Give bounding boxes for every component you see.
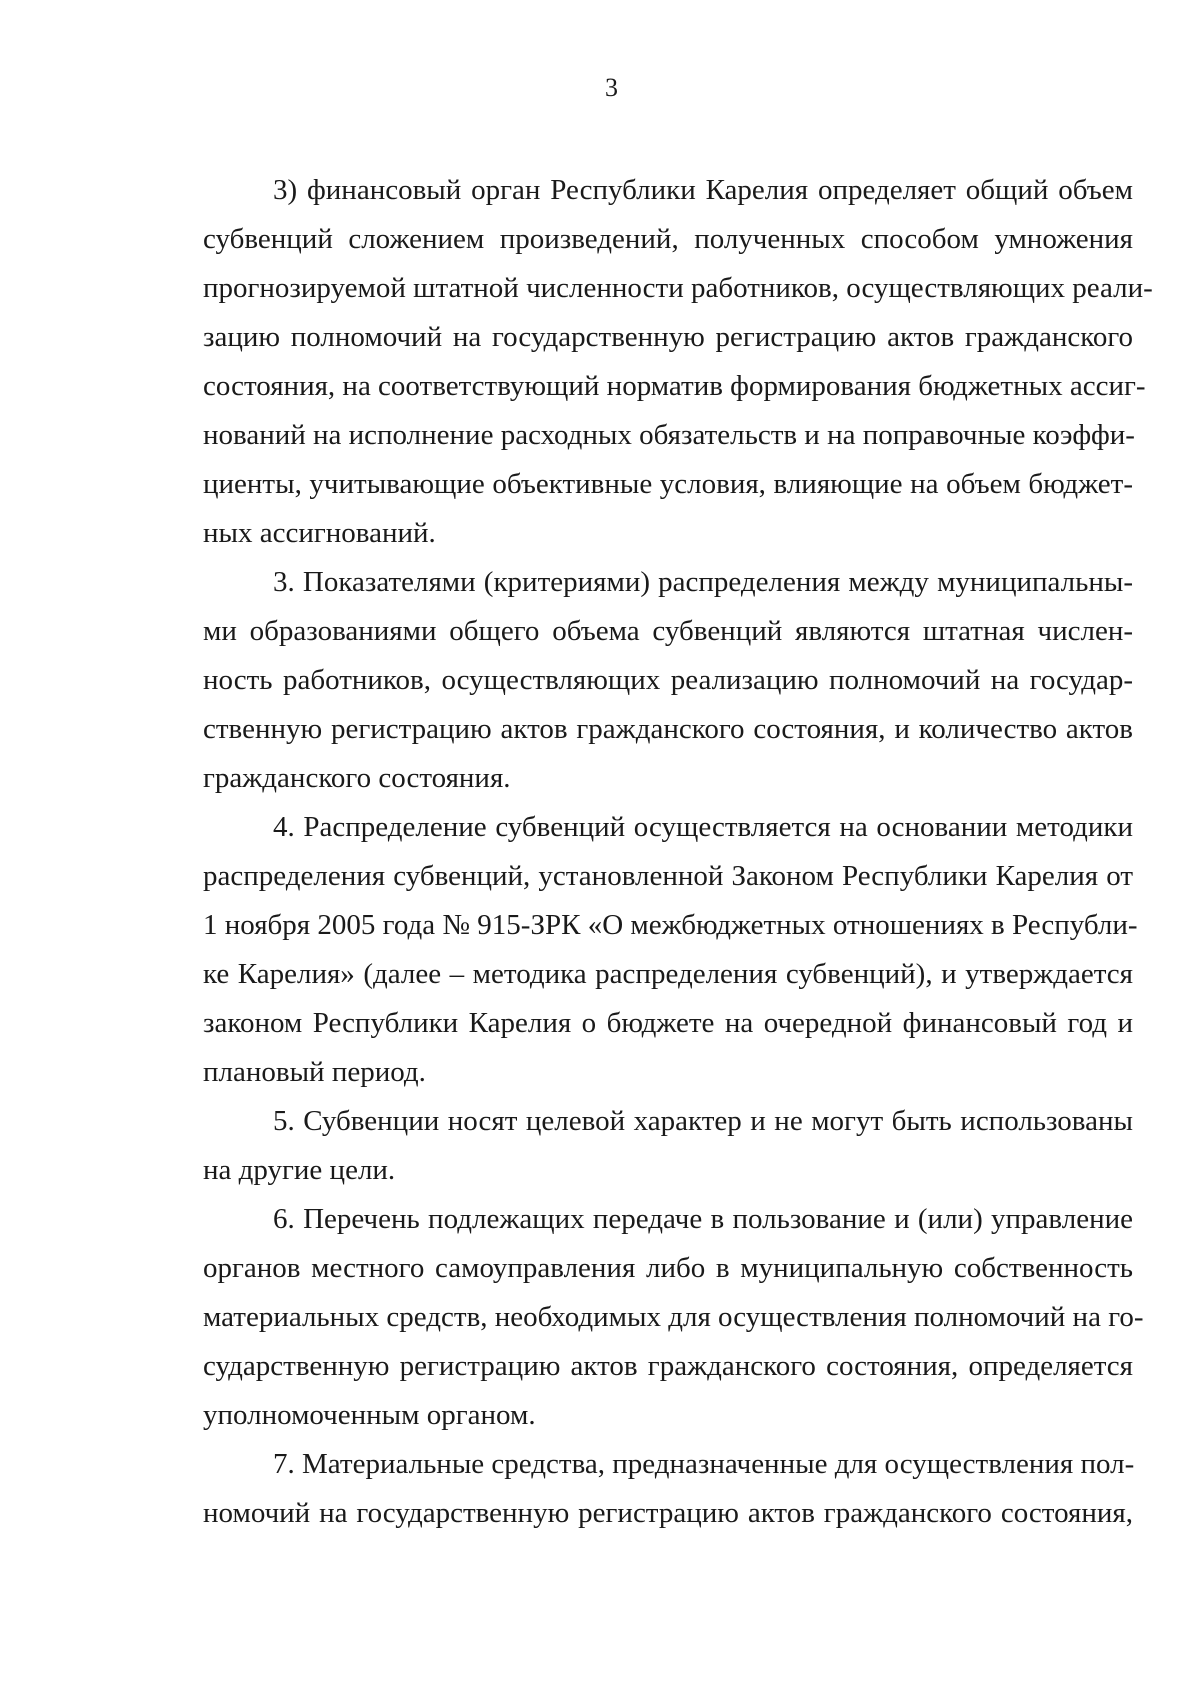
paragraph-3: [203, 558, 1133, 803]
paragraph-4: [203, 803, 1138, 1097]
text-line: субвенций сложением произведений, полученных способом умножения: [203, 223, 1133, 255]
text-line: 1 ноября 2005 года № 915-ЗРК «О межбюджетных отношениях в Республи-: [203, 909, 1138, 941]
text-line: прогнозируемой штатной численности работников, осуществляющих реали-: [203, 272, 1153, 304]
text-line: плановый период.: [203, 1056, 426, 1088]
text-line: 3. Показателями (критериями) распределения между муниципальны-: [273, 566, 1133, 598]
text-line: зацию полномочий на государственную регистрацию актов гражданского: [203, 321, 1133, 353]
paragraph-item-3: [203, 166, 1153, 558]
text-line: ных ассигнований.: [203, 517, 436, 549]
text-line: 6. Перечень подлежащих передаче в пользование и (или) управление: [273, 1203, 1133, 1235]
paragraph-5: [203, 1097, 1133, 1195]
text-line: ность работников, осуществляющих реализацию полномочий на государ-: [203, 664, 1133, 696]
text-line: номочий на государственную регистрацию актов гражданского состояния,: [203, 1497, 1133, 1529]
paragraph-7: [203, 1440, 1133, 1538]
text-line: на другие цели.: [203, 1154, 396, 1186]
document-body: [203, 166, 1153, 1538]
page-number: 3: [605, 73, 618, 102]
text-line: состояния, на соответствующий норматив формирования бюджетных ассиг-: [203, 370, 1146, 402]
text-line: 5. Субвенции носят целевой характер и не могут быть использованы: [273, 1105, 1133, 1137]
text-line: нований на исполнение расходных обязательств и на поправочные коэффи-: [203, 419, 1135, 451]
text-line: ми образованиями общего объема субвенций являются штатная числен-: [203, 615, 1133, 647]
text-line: ке Карелия» (далее – методика распределения субвенций), и утверждается: [203, 958, 1133, 990]
text-line: уполномоченным органом.: [203, 1399, 536, 1431]
text-line: циенты, учитывающие объективные условия, влияющие на объем бюджет-: [203, 468, 1133, 500]
text-line: ственную регистрацию актов гражданского состояния, и количество актов: [203, 713, 1133, 745]
text-line: законом Республики Карелия о бюджете на очередной финансовый год и: [203, 1007, 1133, 1039]
text-line: 4. Распределение субвенций осуществляется на основании методики: [273, 811, 1133, 843]
text-line: органов местного самоуправления либо в муниципальную собственность: [203, 1252, 1133, 1284]
text-line: материальных средств, необходимых для осуществления полномочий на го-: [203, 1301, 1144, 1333]
text-line: сударственную регистрацию актов гражданского состояния, определяется: [203, 1350, 1133, 1382]
text-line: 3) финансовый орган Республики Карелия определяет общий объем: [273, 174, 1133, 206]
text-line: 7. Материальные средства, предназначенные для осуществления пол-: [273, 1448, 1135, 1480]
text-line: гражданского состояния.: [203, 762, 511, 794]
paragraph-6: [203, 1195, 1144, 1440]
text-line: распределения субвенций, установленной Законом Республики Карелия от: [203, 860, 1133, 892]
